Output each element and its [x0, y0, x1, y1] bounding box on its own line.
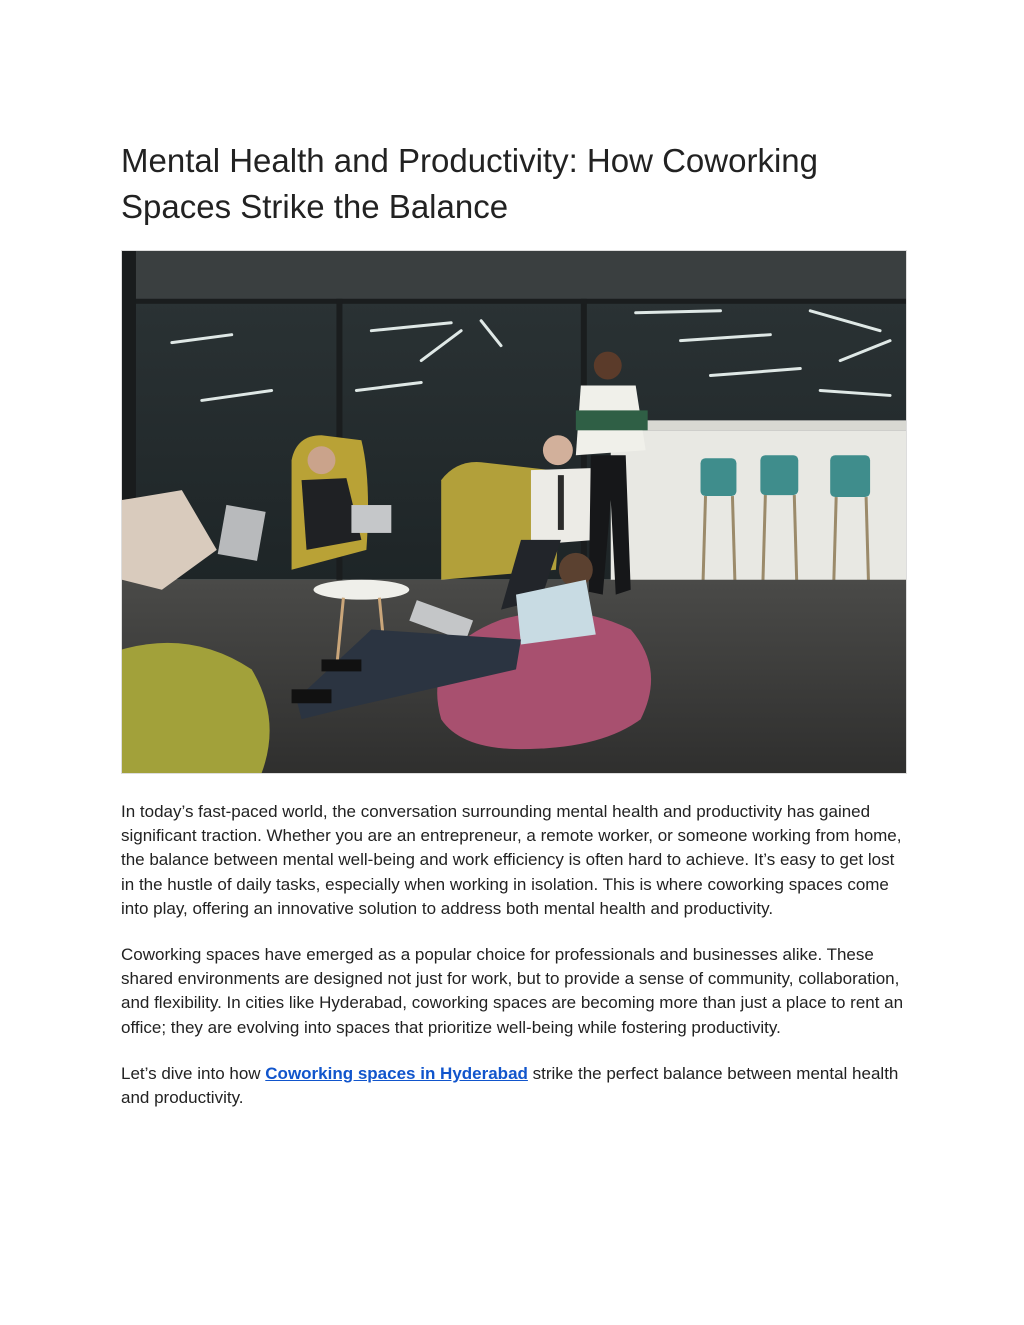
article-title: Mental Health and Productivity: How Coworking Spaces Strike the Balance — [121, 142, 818, 225]
paragraph-intro: In today’s fast-paced world, the conversation surrounding mental health and productivity has gained significant traction. Whether you are an entrepreneur, a remote worker, or someone working from home, the balance between mental well-being and work efficiency is often hard to achieve. It’s easy to get lost in the hustle of daily tasks, especially when working in isolation. This is where coworking spaces come into play, offering an innovative solution to address both mental health and productivity. — [121, 802, 902, 918]
article-photo-coworking-lounge — [121, 250, 907, 774]
coworking-hyderabad-link[interactable]: Coworking spaces in Hyderabad — [265, 1063, 528, 1083]
article-body — [121, 800, 911, 1132]
paragraph-coworking: Coworking spaces have emerged as a popular choice for professionals and businesses alike. These shared environments are designed not just for work, but to provide a sense of community, collaboration, and flexibility. In cities like Hyderabad, coworking spaces are becoming more than just a place to rent an office; they are evolving into spaces that prioritize well-being while fostering productivity. — [121, 945, 904, 1037]
closing-text-before: Let’s dive into how — [121, 1063, 266, 1083]
closing-text-after: strike the perfect balance between mental health and productivity. — [121, 1063, 899, 1108]
paragraph-closing — [121, 1062, 911, 1110]
